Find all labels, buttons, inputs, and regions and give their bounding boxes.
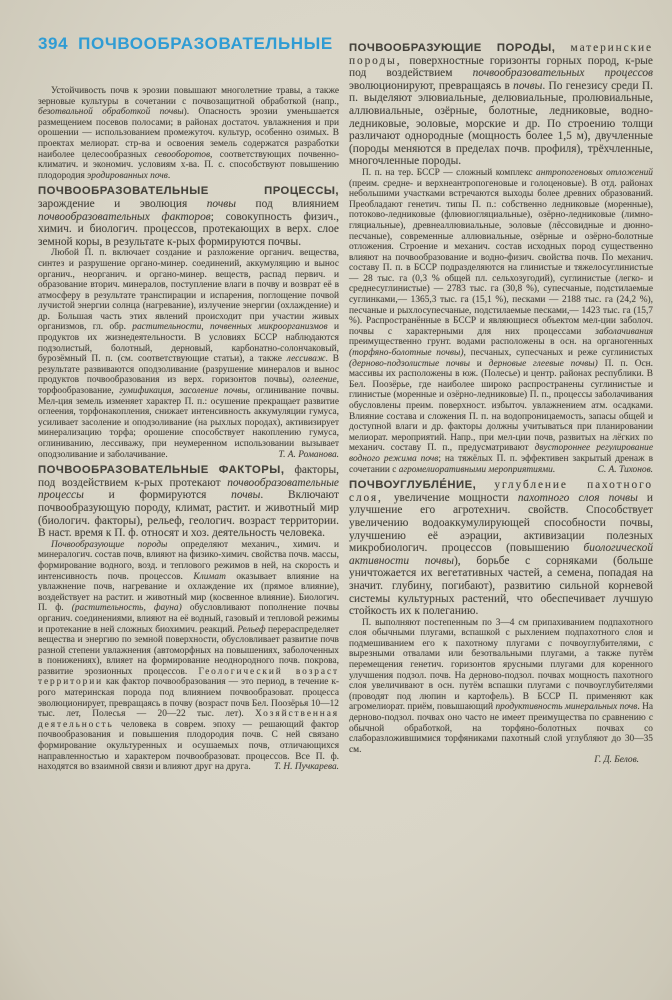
text-segment: .	[167, 170, 171, 181]
text-segment: заболачивания	[595, 326, 653, 337]
text-segment: биологической активности почвы	[349, 542, 653, 567]
running-title: ПОЧВООБРАЗОВАТЕЛЬНЫЕ	[78, 34, 333, 53]
column-left	[38, 86, 339, 773]
text-segment: , песчаных, супесчаных и реже суглинистых	[463, 348, 653, 359]
article-pochvoobrazovatelnye-processy	[38, 185, 339, 248]
text-segment: и продуктов их жизнедеятельности. В условиях БССР наблюдаются подзолистый, болотный, дерновый, карбонатно-солончаковый, бурозёмный П. п. (см. соответствующие статьи), а также	[38, 322, 339, 365]
text-segment: . Включают почвообразующую породу, климат, растит. и животный мир (биологич. факторы), рельеф, геологич. возраст территории. В наст. время к П. ф. относят и хоз. деятельность человека.	[38, 489, 339, 540]
text-segment: факторы, под воздействием к-рых протекают	[38, 464, 339, 489]
text-segment: Рельеф	[237, 624, 266, 635]
text-segment: почвообразовательных процессов	[472, 67, 653, 80]
text-segment: оглеение	[302, 375, 337, 386]
porody-details-paragraph	[349, 168, 653, 475]
author-signature: Т. А. Романова.	[278, 449, 339, 460]
text-segment: ; на тяжёлых П. п. эффективен закрытый дренаж в сочетании с	[349, 453, 653, 475]
text-segment: почвы	[206, 197, 236, 210]
text-segment: , соответствующих почвенно-климатич. и экономич. условиям х-ва. П. с. способствуют повышению плодородия	[38, 149, 339, 181]
text-segment: определяют механич., химич. и минералогич. состав почв, влияют на физико-химич. свойства почв. массы, формирование водного, возд. и теплового режимов в ней, на скорость и интенсивность почв. процессов.	[38, 539, 339, 582]
text-segment: обусловливают пополнение почвы органич. соединениями, влияют на её водный, газовый и тепловой режимы и протекание в ней сложных биохимич. реакций.	[38, 603, 339, 635]
text-segment: углубление пахотного слоя,	[349, 479, 653, 504]
text-segment: продуктивность минеральных почв	[495, 702, 638, 713]
text-segment: (преим. средне- и верхнеантропогеновые и голоценовые). В отд. районах небольшими участками встречаются выходы более древних образований. Преобладают генетич. типы П. п.: собственно ледниковые (моренные), потоково-ледниковые (флювиогляциальные), озёрно-ледниковые (лимно-гляциальные), древнеаллювиальные, эоловые (лёссовидные и дюнно-песчаные), современные аллювиальные, озёрные и озёрно-болотные отложения. Строение и механич. состав исходных пород существенно влияют на почвообразование и водно-физич. свойства почв. По механич. составу П. п. в БССР подразделяются на глинистые и тяжелосуглинистые — 28 тыс. га (0,3 % общей пл. сельхозугодий), суглинистые (легко- и среднесуглинистые) — 2783 тыс. га (30,8 %), супесчаные, подстилаемые суглинками,— 1365,3 тыс. га (15,1 %), песками — 2188 тыс. га (24,2 %), песчаные и рыхлосупесчаные, подстилаемые песками,— 1423 тыс. га (15,7 %). Распространённые в БССР и являющиеся объектом мел-ции заболоч. почвы с характерными для них процессами	[349, 178, 653, 337]
text-segment: двустороннее регулирование водного режима почв	[349, 443, 653, 464]
faktory-details-paragraph	[38, 540, 339, 773]
author-signature: Г. Д. Белов.	[594, 755, 639, 766]
headword: ПОЧВОУГЛУБЛЕ́НИЕ,	[349, 479, 495, 492]
text-segment: П. п. Осн. массивы их расположены в юж. (Полесье) и центр. районах республики. В Бел. Поозёрье, где наиболее широко распространены суглинистые и глинистые (моренные и озёрно-ледниковые) П. п., процессы заболачивания обусловлены преим. поверхност. избыточ. увлажнением атм. осадками. Влияние состава и сложения П. п. на водопроницаемость, запасы общей и доступной влаги и др. факторы должны учитываться при планировании мелиорат. мероприятий. Напр., при мел-ции почв, развитых на лёгких по механич. составу П. п., предусматривают	[349, 358, 653, 454]
author-signature: С. А. Тихонов.	[597, 464, 653, 475]
article-pochvoobrazovatelnye-faktory	[38, 464, 339, 540]
text-segment: П. п. на тер. БССР — сложный комплекс	[362, 167, 537, 178]
text-segment: человека в соврем. эпоху — решающий фактор почвообразования и повышения плодородия почв. С ней связано формирование окультуренных и осушаемых почв, отличающихся направленностью и характером почвообразоват. процессов. Все П. ф. находятся во взаимной связи и влияют друг на друга.	[38, 719, 339, 773]
page-number: 394	[38, 34, 69, 53]
article-pochvouglublenie	[349, 479, 653, 618]
author-line-belov	[349, 755, 653, 766]
text-segment: Почвообразующие породы	[51, 539, 168, 550]
running-head	[38, 34, 333, 54]
text-segment: . По генезису среди П. п. выделяют элювиальные, делювиальные, пролювиальные, аллювиальные, озёрные, болотные, ледниковые, водно-ледниковые, эоловые, морские и др. По строению толщи различают однородные (мощность более 1,5 м), двучленные (породы меняются в пределах почв. профиля), трёхчленные, многочленные породы.	[349, 79, 653, 168]
text-segment: пахотного слоя почвы	[517, 491, 638, 504]
text-segment: (дерново-подзолистые почвы	[349, 358, 470, 369]
article-pochvoobrazuyushchie-porody	[349, 42, 653, 168]
text-segment: эродированных почв	[87, 170, 168, 181]
text-segment: ; совокупность физич., химич. и биологич. процессов, протекающих в верх. слое земной коры, в результате к-рых формируются почвы.	[38, 210, 339, 248]
text-segment: Геологический возраст территории	[38, 666, 340, 688]
column-right	[349, 42, 653, 766]
text-segment: оглинивание почвы. Мел-ция земель изменяет характер П. п.: осушение прекращает развитие оглеения, торфонакопления, снижает интенсивность аккумуляции гумуса, усиливает засоление и оподзоливание (на рыхлых породах), активизирует минерализацию торфа; орошение способствует накоплению гумуса, оглиниванию, лессиважу, при неумеренном использовании вызывает оподзоливание и заболачивание.	[38, 386, 339, 460]
text-segment: лессиваж	[286, 354, 326, 365]
text-segment: Устойчивость почв к эрозии повышают многолетние травы, а также зерновые культуры в сочетании с почвозащитной обработкой (напр.,	[38, 86, 339, 107]
text-segment: ). Опасность эрозии уменьшается размещением посевов полосами; в районах достаточ. увлажнения и при орошении — использованием промежуточ. культур, особенно озимых. В проектах мелиорат. стр-ва и освоения земель содержатся разработки наиболее целесообразных	[38, 107, 339, 160]
headword: ПОЧВООБРАЗОВАТЕЛЬНЫЕ ПРОЦЕССЫ,	[38, 185, 339, 198]
text-segment: , торфообразование,	[38, 375, 339, 397]
text-segment: дерновые глеевые почвы)	[488, 358, 598, 369]
text-segment: . На дерново-подзол. почвах оно часто не имеет преимущества по сравнению с обычной обработкой, на торфяно-болотных почвах со слаборазложившимися торфяниками пахотный слой углубляют до 30—35 см.	[349, 702, 653, 755]
text-segment: безотвальной обработкой почвы	[38, 107, 184, 118]
text-segment: П. выполняют постепенным по 3—4 см припахиванием подпахотного слоя обычными плугами, вспашкой с рыхлением подпахотного слоя и подмешиванием его к пахотному плугами с почвоуглубителями, с вырезными отвалами или безотвальными плугами, а также путём перемещения генетич. горизонтов ярусными плугами для коренного улучшения подзол. почв. На дерново-подзол. почвах мощность пахотного слоя увеличивают в осн. путём вспашки плугами с почвоуглубителями (проводят под люпин и картофель). В БССР П. применяют как агромелиорат. приём, повышающий	[349, 617, 653, 713]
text-segment: и	[469, 358, 489, 369]
text-segment: преимущественно грунт. водами расположены в осн. на органогенных	[349, 337, 653, 348]
text-segment: перераспределяет вещества и энергию по земной поверхности, обусловливает развитие почв разной степени увлажнения (автоморфных на повышениях, заболоченных в понижениях), влияет на формирование неоднородного почв. покрова, развитие эрозионных процессов.	[38, 624, 339, 677]
text-segment: оказывает влияние на увлажнение почв, нагревание и охлаждение их (прямое влияние), воздействует на растит. и животный мир (косвенное влияние). Биологич. П. ф.	[38, 571, 340, 614]
text-segment: материнские породы,	[349, 42, 653, 67]
text-segment: почвообразовательные процессы	[38, 476, 339, 502]
processy-details-paragraph	[38, 248, 339, 460]
pochvouglublenie-details-paragraph	[349, 618, 653, 756]
text-segment: почвы	[231, 489, 261, 502]
text-segment: почвы	[513, 79, 543, 92]
headword: ПОЧВООБРАЗУЮЩИЕ ПОРОДЫ,	[349, 42, 571, 54]
text-segment: гумификация, засоление почвы,	[119, 386, 251, 397]
text-segment: и формируются	[83, 489, 232, 502]
text-segment: под влиянием	[235, 197, 339, 210]
text-segment: севооборотов	[154, 149, 211, 160]
text-segment: и улучшение его агротехнич. свойств. Способствует увеличению водоаккумулирующей способности почвы, улучшению её аэрации, активизации полезных микробиологич. процессов (повышению	[349, 491, 654, 555]
text-segment: зарождение и эволюция	[38, 197, 207, 210]
text-segment: растительности, почвенных микроорганизмов	[132, 322, 328, 333]
text-segment: (торфяно-болотные почвы)	[349, 348, 464, 359]
text-segment: антропогеновых отложений	[536, 167, 653, 178]
text-segment: как фактор почвообразования — это период, в течение к-рого материнская порода под влиянием почвообразоват. процесса эволюционирует, превращаясь в почву (возраст почв Бел. Поозёрья 10—12 тыс. лет, Полесья — 20—22 тыс. лет).	[38, 677, 339, 720]
headword: ПОЧВООБРАЗОВАТЕЛЬНЫЕ ФАКТОРЫ,	[38, 464, 295, 477]
text-segment: эволюционируют, превращаясь в	[349, 79, 514, 92]
text-segment: (растительность, фауна)	[71, 603, 182, 614]
text-segment: увеличение мощности	[393, 491, 518, 504]
text-segment: Хозяйственная деятельность	[38, 709, 339, 730]
text-segment: поверхностные горизонты горных пород, к-рые под воздействием	[349, 54, 653, 80]
continuation-paragraph-erosion	[38, 86, 339, 181]
text-segment: Любой П. п. включает создание и разложение органич. вещества, синтез и разрушение органо-минер. соединений, аккумуляцию и вынос органич., неорганич. и органо-минер. веществ, распад первич. и образование вторич. минералов, поступление влаги в почву и возврат её в атмосферу в результате транспирации и испарения, поглощение почвой лучистой энергии солнца (нагревание), излучение энергии (охлаждение) и др. Большая часть этих явлений происходит при участии живых организмов, гл. обр.	[38, 248, 339, 333]
author-signature: Т. Н. Пучкарева.	[274, 762, 339, 773]
text-segment: Климат	[193, 571, 226, 582]
text-segment: агромелиоративными мероприятиями.	[398, 464, 556, 475]
text-segment: ), борьбе с сорняками (больше уничтожается их вегетативных частей, а семена, попадая на значит. глубину, погибают), развитию сильной корневой системы культурных растений, что обеспечивает лучшую стойкость их к полеганию.	[349, 554, 653, 618]
text-segment: . В результате развиваются оподзоливание (разрушение минералов и вынос продуктов почвообразования из верх. горизонтов почвы),	[38, 354, 339, 386]
text-segment: почвообразовательных факторов	[38, 210, 211, 223]
